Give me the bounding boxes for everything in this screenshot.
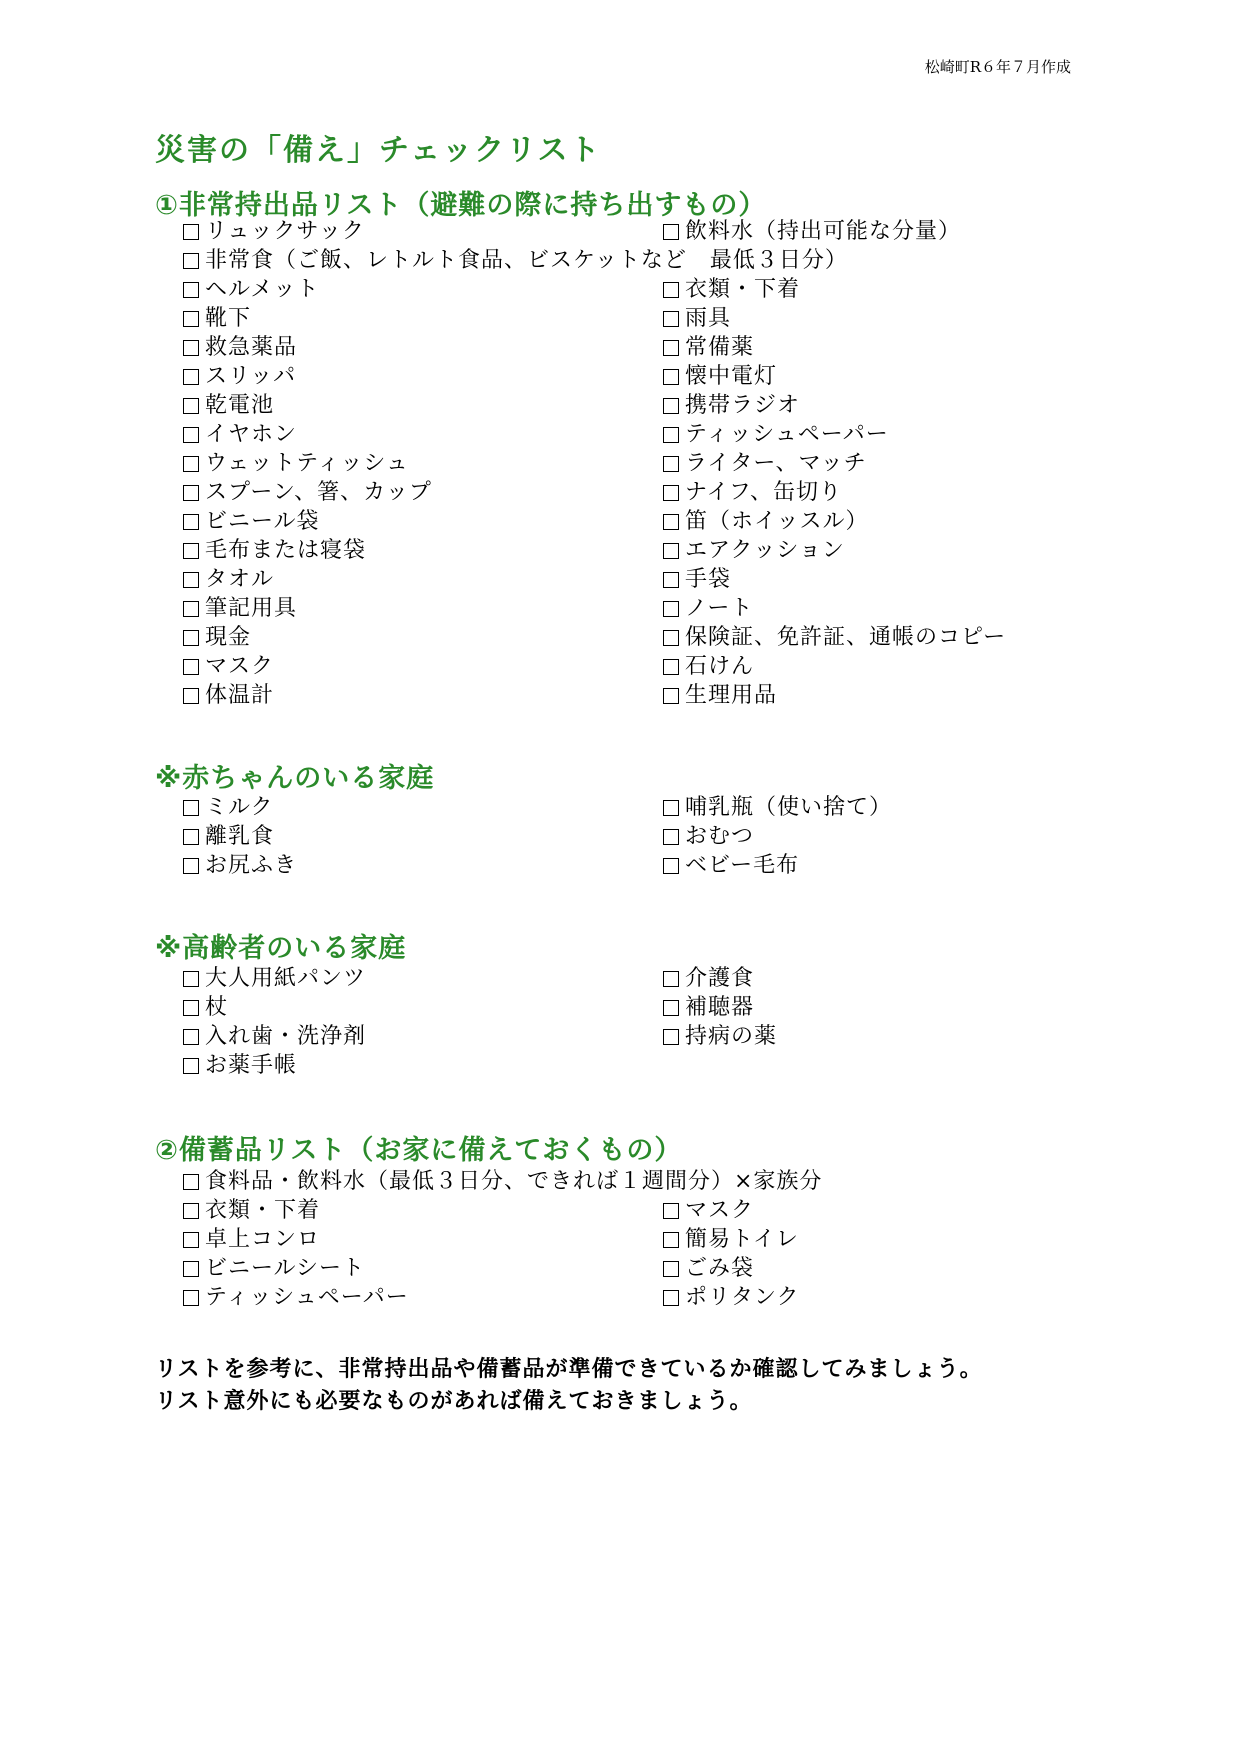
checkbox[interactable] [663, 456, 679, 472]
checklist-item[interactable] [183, 964, 366, 994]
checklist-item[interactable] [183, 822, 274, 852]
item-label: 救急薬品 [205, 335, 298, 360]
checklist-item[interactable] [663, 793, 892, 823]
checklist-item[interactable] [663, 217, 961, 247]
item-label: 手袋 [685, 567, 732, 592]
checkbox[interactable] [663, 282, 679, 298]
item-label: マスク [685, 1198, 755, 1223]
checklist-item[interactable] [183, 275, 319, 305]
checkbox[interactable] [183, 1058, 199, 1074]
item-label: 卓上コンロ [205, 1227, 321, 1252]
checklist-item[interactable] [183, 993, 228, 1023]
page-title: 災害の「備え」チェックリスト [155, 133, 602, 168]
checklist-item[interactable] [663, 623, 1006, 653]
item-label: ベビー毛布 [685, 853, 800, 878]
checkbox[interactable] [183, 514, 199, 530]
checklist-item[interactable] [663, 822, 754, 852]
checklist-item[interactable] [183, 594, 297, 624]
checkbox[interactable] [663, 971, 679, 987]
item-label: 笛（ホイッスル） [685, 509, 869, 534]
checkbox[interactable] [663, 543, 679, 559]
item-label: 毛布または寝袋 [205, 538, 367, 563]
checklist-item[interactable] [663, 391, 800, 421]
checkbox[interactable] [663, 858, 679, 874]
item-label: ポリタンク [685, 1285, 800, 1310]
checklist-item[interactable] [183, 851, 297, 881]
checklist-item[interactable] [183, 420, 297, 450]
checkbox[interactable] [183, 630, 199, 646]
checkbox[interactable] [663, 630, 679, 646]
checklist-item[interactable] [183, 536, 366, 566]
item-label: 体温計 [205, 683, 275, 708]
checkbox[interactable] [663, 688, 679, 704]
checkbox[interactable] [663, 659, 679, 675]
section-title-stockpile: ②備蓄品リスト（お家に備えておくもの） [155, 1135, 683, 1166]
checklist-item[interactable] [183, 652, 274, 682]
checkbox[interactable] [183, 1000, 199, 1016]
checkbox[interactable] [183, 601, 199, 617]
checklist-item[interactable] [663, 565, 731, 595]
checkbox[interactable] [663, 427, 679, 443]
item-label: 食料品・飲料水（最低３日分、できれば１週間分）×家族分 [205, 1169, 823, 1194]
checkbox[interactable] [663, 1232, 679, 1248]
item-label: 大人用紙パンツ [205, 966, 367, 991]
checklist-item[interactable] [663, 851, 799, 881]
checklist-item[interactable] [183, 333, 297, 363]
item-label: エアクッション [685, 538, 845, 563]
section-title-elderly: ※高齢者のいる家庭 [155, 933, 407, 964]
checkbox[interactable] [183, 800, 199, 816]
item-label: 石けん [685, 654, 755, 679]
item-label: ティッシュペーパー [205, 1285, 409, 1310]
item-label: ナイフ、缶切り [685, 480, 843, 505]
checkbox[interactable] [183, 971, 199, 987]
checkbox[interactable] [183, 1203, 199, 1219]
checklist-item[interactable] [663, 1283, 800, 1313]
item-label: ビニール袋 [205, 509, 320, 534]
checklist-item[interactable] [663, 304, 731, 334]
item-label: 生理用品 [685, 683, 778, 708]
item-label: お薬手帳 [205, 1053, 298, 1078]
checkbox[interactable] [663, 800, 679, 816]
checklist-item[interactable] [663, 652, 754, 682]
item-label: 常備薬 [685, 335, 755, 360]
checkbox[interactable] [183, 427, 199, 443]
checkbox[interactable] [663, 340, 679, 356]
item-label: 現金 [205, 625, 252, 650]
item-label: 衣類・下着 [205, 1198, 321, 1223]
checkbox[interactable] [183, 485, 199, 501]
section-title-emergency: ①非常持出品リスト（避難の際に持ち出すもの） [155, 190, 767, 221]
checklist-item[interactable] [183, 246, 848, 276]
checklist-item[interactable] [663, 507, 869, 537]
checklist-item[interactable] [663, 681, 777, 711]
checklist-item[interactable] [663, 1225, 799, 1255]
checkbox[interactable] [663, 398, 679, 414]
checkbox[interactable] [663, 572, 679, 588]
item-label: 筆記用具 [205, 596, 298, 621]
checkbox[interactable] [663, 369, 679, 385]
checklist-item[interactable] [663, 449, 867, 479]
checklist-item[interactable] [663, 420, 889, 450]
checklist-item[interactable] [183, 1167, 822, 1197]
checkbox[interactable] [663, 1203, 679, 1219]
checkbox[interactable] [183, 829, 199, 845]
item-label: お尻ふき [205, 853, 298, 878]
item-label: 入れ歯・洗浄剤 [205, 1024, 367, 1049]
item-label: ヘルメット [205, 277, 320, 302]
checkbox[interactable] [183, 1261, 199, 1277]
item-label: 非常食（ご飯、レトルト食品、ビスケットなど 最低３日分） [205, 248, 848, 273]
item-label: 杖 [205, 995, 229, 1020]
checkbox[interactable] [183, 688, 199, 704]
checkbox[interactable] [663, 601, 679, 617]
checkbox[interactable] [183, 282, 199, 298]
checkbox[interactable] [663, 829, 679, 845]
checklist-item[interactable] [183, 507, 320, 537]
section-title-baby: ※赤ちゃんのいる家庭 [155, 763, 435, 794]
item-label: 衣類・下着 [685, 277, 801, 302]
item-label: イヤホン [205, 422, 298, 447]
checkbox[interactable] [183, 311, 199, 327]
checkbox[interactable] [183, 659, 199, 675]
checklist-item[interactable] [663, 993, 754, 1023]
checkbox[interactable] [183, 456, 199, 472]
checklist-item[interactable] [183, 1254, 365, 1284]
footer-line-2: リスト意外にも必要なものがあれば備えておきましょう。 [155, 1389, 753, 1414]
checkbox[interactable] [183, 543, 199, 559]
item-label: 補聴器 [685, 995, 755, 1020]
footer-line-1: リストを参考に、非常持出品や備蓄品が準備できているか確認してみましょう。 [155, 1357, 983, 1382]
checkbox[interactable] [663, 1261, 679, 1277]
item-label: ノート [685, 596, 754, 621]
checklist-item[interactable] [183, 362, 296, 392]
checklist-item[interactable] [183, 793, 274, 823]
item-label: タオル [205, 567, 275, 592]
checkbox[interactable] [663, 1000, 679, 1016]
item-label: 乾電池 [205, 393, 275, 418]
checkbox[interactable] [183, 1174, 199, 1190]
checkbox[interactable] [663, 311, 679, 327]
checklist-item[interactable] [663, 964, 754, 994]
checklist-item[interactable] [663, 1254, 754, 1284]
checklist-item[interactable] [183, 681, 274, 711]
item-label: スプーン、箸、カップ [205, 480, 432, 505]
item-label: 飲料水（持出可能な分量） [685, 219, 962, 244]
item-label: 保険証、免許証、通帳のコピー [685, 625, 1007, 650]
item-label: ライター、マッチ [685, 451, 867, 476]
item-label: 介護食 [685, 966, 755, 991]
checklist-item[interactable] [183, 1283, 409, 1313]
checkbox[interactable] [183, 224, 199, 240]
item-label: 携帯ラジオ [685, 393, 801, 418]
checkbox[interactable] [183, 858, 199, 874]
checkbox[interactable] [663, 485, 679, 501]
checklist-item[interactable] [183, 449, 409, 479]
checkbox[interactable] [183, 398, 199, 414]
checklist-item[interactable] [663, 1022, 777, 1052]
checkbox[interactable] [663, 224, 679, 240]
checklist-item[interactable] [183, 1225, 320, 1255]
creation-note: 松崎町R６年７月作成 [924, 58, 1071, 76]
checklist-item[interactable] [183, 1022, 366, 1052]
checkbox[interactable] [663, 514, 679, 530]
checkbox[interactable] [183, 369, 199, 385]
checklist-item[interactable] [183, 391, 274, 421]
checkbox[interactable] [183, 340, 199, 356]
checkbox[interactable] [663, 1029, 679, 1045]
item-label: ティッシュペーパー [685, 422, 889, 447]
item-label: マスク [205, 654, 275, 679]
checkbox[interactable] [183, 1290, 199, 1306]
item-label: ごみ袋 [685, 1256, 755, 1281]
checklist-item[interactable] [183, 623, 251, 653]
item-label: 靴下 [205, 306, 252, 331]
checklist-item[interactable] [183, 1051, 297, 1081]
item-label: 持病の薬 [685, 1024, 778, 1049]
item-label: スリッパ [205, 364, 297, 389]
checkbox[interactable] [183, 1029, 199, 1045]
item-label: ウェットティッシュ [205, 451, 409, 476]
item-label: 離乳食 [205, 824, 275, 849]
item-label: 懐中電灯 [685, 364, 778, 389]
item-label: リュックサック [205, 219, 365, 244]
checklist-item[interactable] [663, 275, 800, 305]
checklist-item[interactable] [663, 536, 845, 566]
checkbox[interactable] [183, 253, 199, 269]
item-label: おむつ [685, 824, 755, 849]
item-label: 哺乳瓶（使い捨て） [685, 795, 893, 820]
checklist-item[interactable] [183, 1196, 320, 1226]
checkbox[interactable] [183, 572, 199, 588]
checklist-item[interactable] [663, 478, 842, 508]
checklist-item[interactable] [663, 594, 753, 624]
checklist-item[interactable] [663, 362, 777, 392]
checkbox[interactable] [663, 1290, 679, 1306]
checklist-item[interactable] [183, 565, 274, 595]
checklist-item[interactable] [183, 217, 365, 247]
item-label: ビニールシート [205, 1256, 366, 1281]
checklist-item[interactable] [183, 304, 251, 334]
checklist-item[interactable] [663, 333, 754, 363]
item-label: 簡易トイレ [685, 1227, 799, 1252]
checklist-item[interactable] [183, 478, 432, 508]
item-label: ミルク [205, 795, 274, 820]
checkbox[interactable] [183, 1232, 199, 1248]
item-label: 雨具 [685, 306, 732, 331]
checklist-item[interactable] [663, 1196, 754, 1226]
